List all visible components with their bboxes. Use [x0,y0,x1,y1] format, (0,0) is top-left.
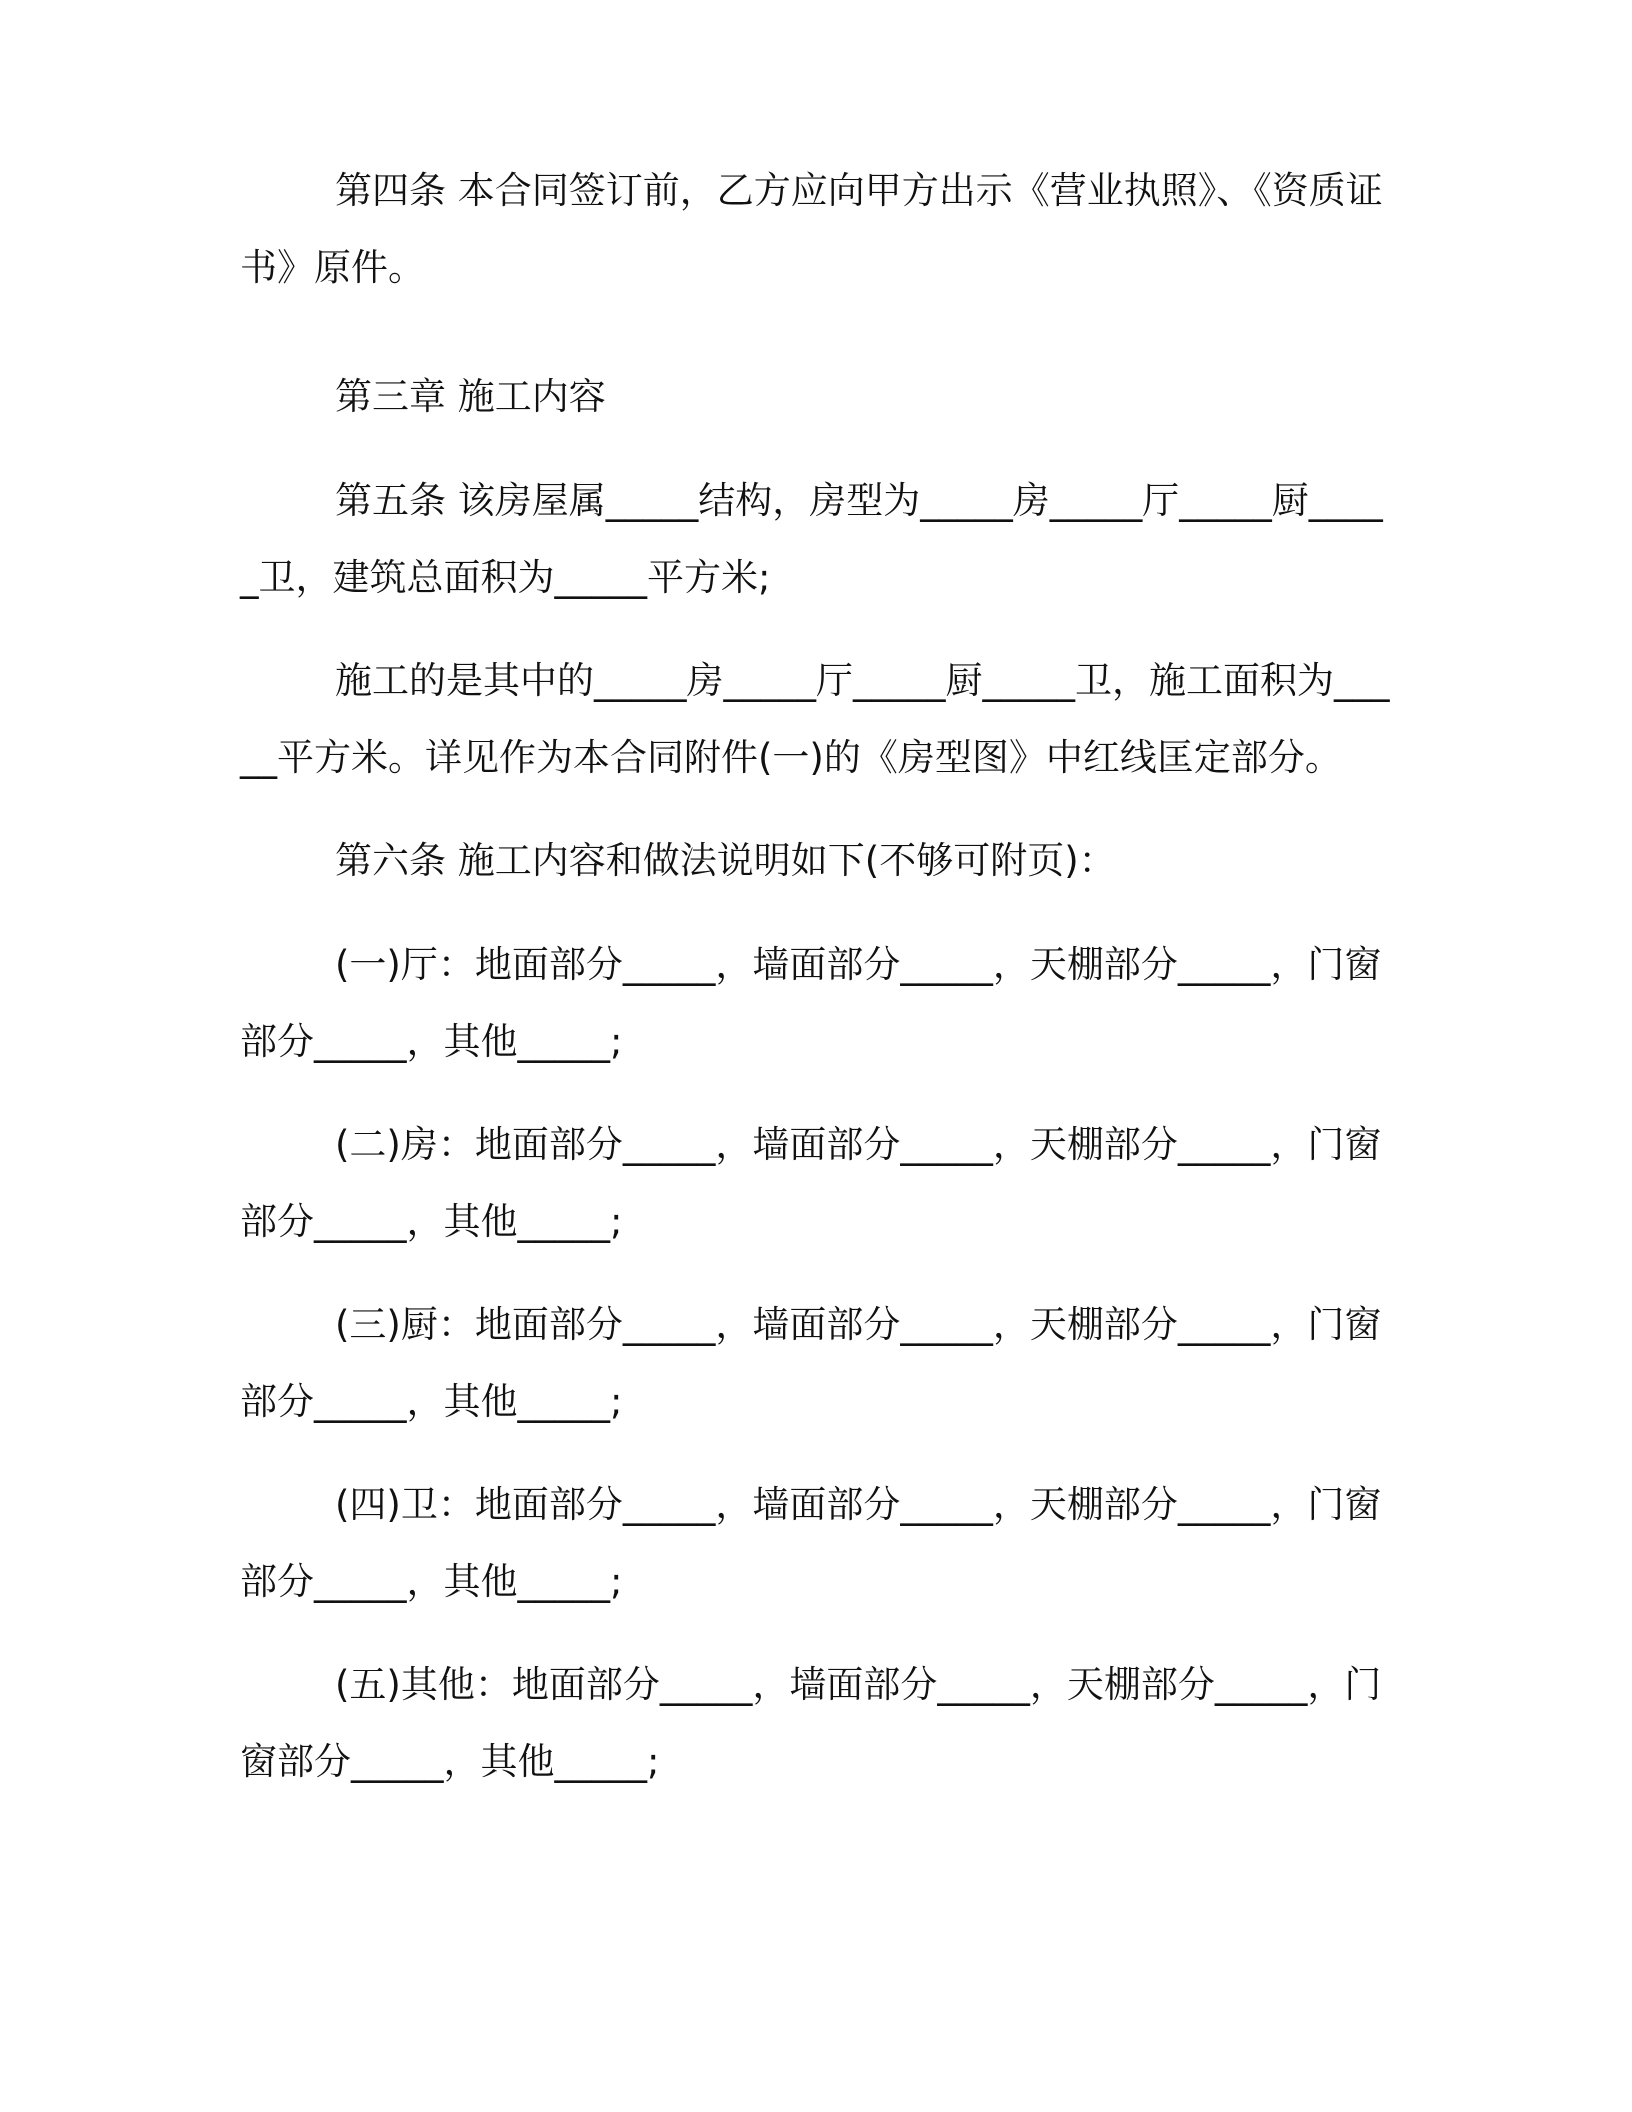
item-hall-paragraph: (一)厅：地面部分_____，墙面部分_____，天棚部分_____，门窗部分_____，其他_____; [240,943,1382,1063]
chapter-3-heading: 第三章 施工内容 [335,375,606,418]
item-other-paragraph: (五)其他：地面部分_____，墙面部分_____，天棚部分_____，门窗部分_____，其他_____; [240,1663,1382,1783]
article-6-paragraph: 第六条 施工内容和做法说明如下(不够可附页)： [335,839,1116,882]
item-kitchen-paragraph: (三)厨：地面部分_____，墙面部分_____，天棚部分_____，门窗部分_____，其他_____; [240,1303,1382,1423]
item-bathroom-paragraph: (四)卫：地面部分_____，墙面部分_____，天棚部分_____，门窗部分_____，其他_____; [240,1483,1382,1603]
item-room-paragraph: (二)房：地面部分_____，墙面部分_____，天棚部分_____，门窗部分_____，其他_____; [240,1123,1382,1243]
construction-scope-paragraph: 施工的是其中的_____房_____厅_____厨_____卫，施工面积为_____平方米。详见作为本合同附件(一)的《房型图》中红线匡定部分。 [240,659,1390,779]
article-5-paragraph: 第五条 该房屋属_____结构，房型为_____房_____厅_____厨_____卫，建筑总面积为_____平方米; [240,479,1383,599]
article-4-paragraph: 第四条 本合同签订前，乙方应向甲方出示《营业执照》、《资质证书》原件。 [240,169,1383,289]
